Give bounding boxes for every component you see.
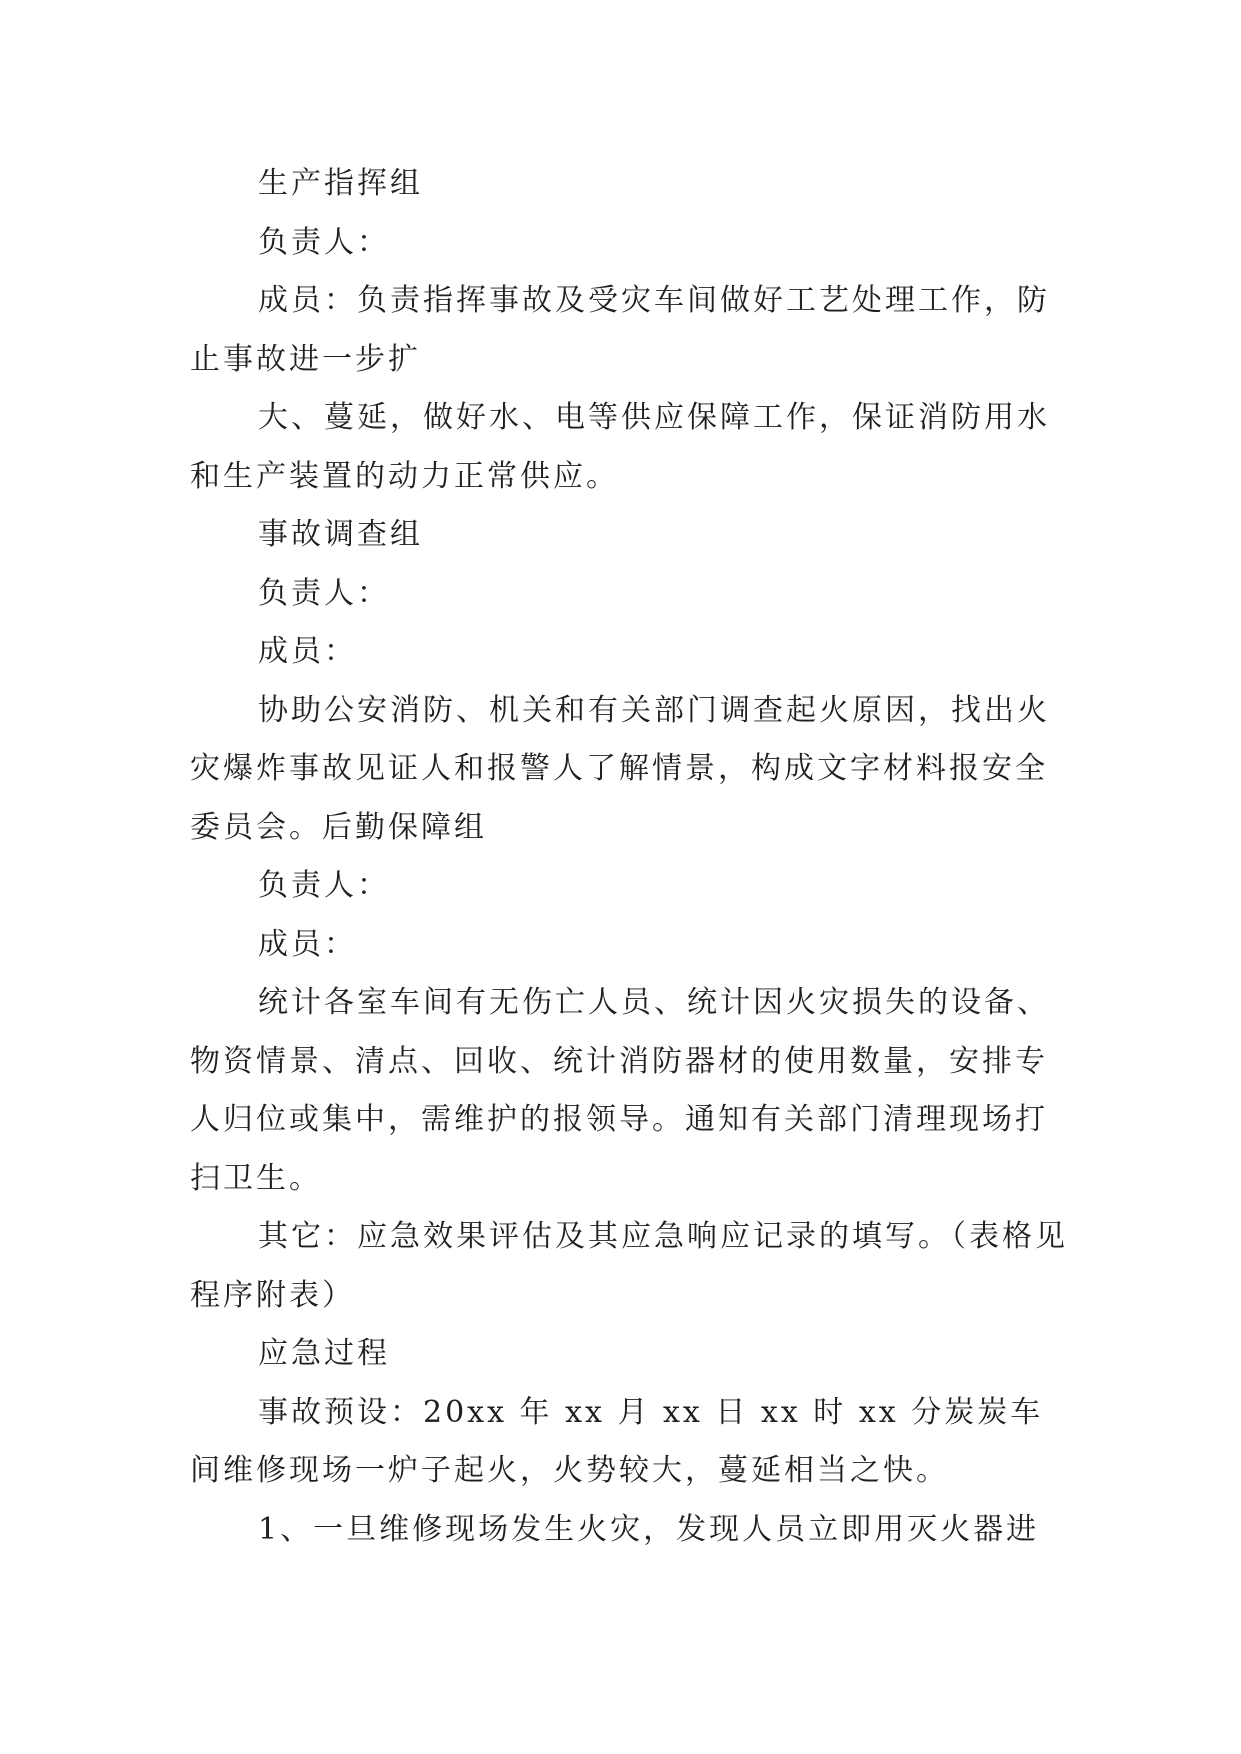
person-in-charge-label: 负责人：	[258, 224, 390, 260]
members-duty-paragraph: 成员：负责指挥事故及受灾车间做好工艺处理工作，防止事故进一步扩	[190, 283, 1050, 377]
person-in-charge-label: 负责人：	[258, 868, 390, 903]
investigation-duty-paragraph: 协助公安消防、机关和有关部门调查起火原因，找出火灾爆炸事故见证人和报警人了解情景，构成文字材料报安全委员会。后勤保障组	[190, 692, 1050, 845]
supply-guarantee-paragraph: 大、蔓延，做好水、电等供应保障工作，保证消防用水和生产装置的动力正常供应。	[190, 400, 1050, 494]
step-one-paragraph: 1、一旦维修现场发生火灾，发现人员立即用灭火器进	[258, 1511, 1040, 1547]
members-label: 成员：	[258, 634, 357, 669]
person-in-charge-label: 负责人：	[258, 575, 390, 611]
logistics-duty-paragraph: 统计各室车间有无伤亡人员、统计因火灾损失的设备、物资情景、清点、回收、统计消防器材的使用数量，安排专人归位或集中，需维护的报领导。通知有关部门清理现场打扫卫生。	[190, 985, 1050, 1196]
section-heading-emergency-process: 应急过程	[258, 1336, 390, 1371]
section-heading-accident-investigation: 事故调查组	[258, 517, 423, 552]
other-notes-paragraph: 其它：应急效果评估及其应急响应记录的填写。（表格见程序附表）	[190, 1219, 1068, 1313]
document-body	[190, 155, 1070, 1559]
members-label: 成员：	[258, 926, 357, 962]
accident-scenario-paragraph: 事故预设：20xx 年 xx 月 xx 日 xx 时 xx 分炭炭车间维修现场一炉子起火，火势较大，蔓延相当之快。	[190, 1394, 1044, 1488]
section-heading-production-command: 生产指挥组	[258, 166, 423, 201]
